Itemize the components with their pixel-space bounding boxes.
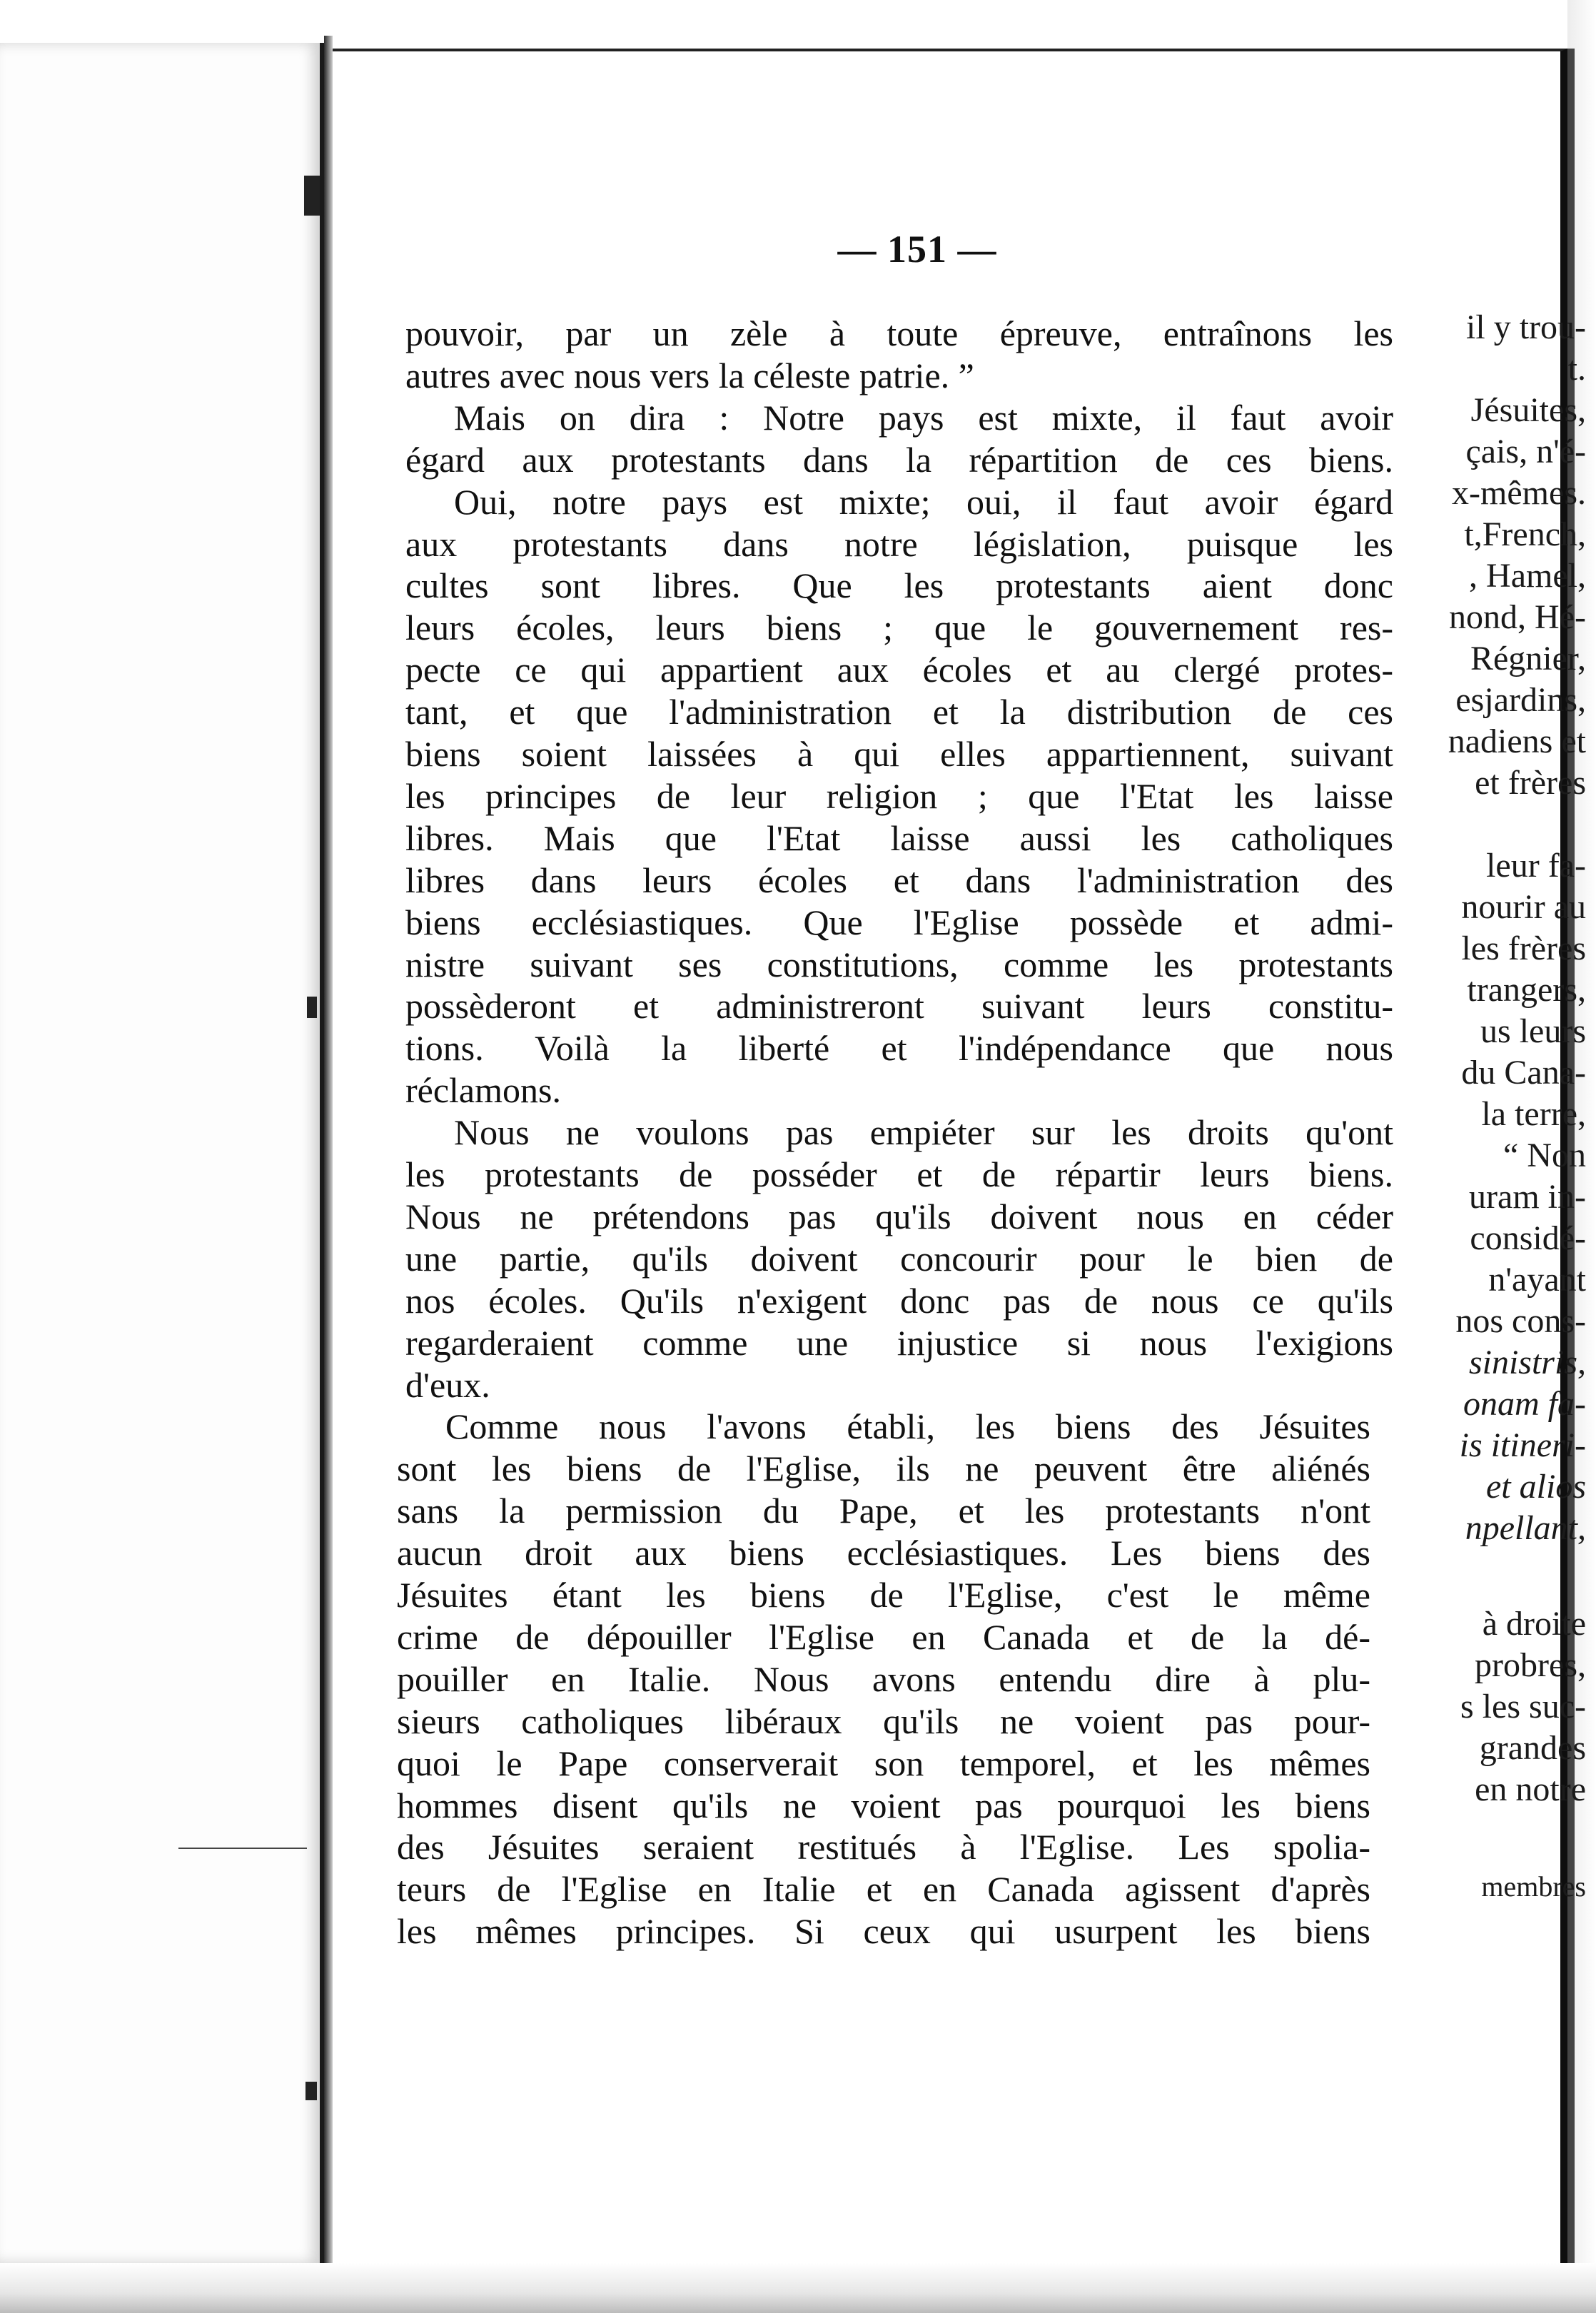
left-fragment-line: il y trou- — [1466, 308, 1586, 346]
body-text-line: Comme nous l'avons établi, les biens des Jésuites — [445, 1406, 1370, 1446]
left-fragment-line: nourir au — [1461, 888, 1586, 926]
body-text-line: crime de dépouiller l'Eglise en Canada et de la dé- — [397, 1617, 1370, 1657]
left-fragment-line: s les suc- — [1460, 1688, 1586, 1725]
body-text-line: Nous ne voulons pas empiéter sur les droits qu'ont — [454, 1112, 1393, 1152]
body-text-line: sans la permission du Pape, et les protestants n'ont — [397, 1491, 1370, 1531]
left-fragment-line: considé- — [1470, 1219, 1586, 1257]
body-text-line: d'eux. — [405, 1365, 490, 1405]
body-text-line: les protestants de posséder et de répartir leurs biens. — [405, 1154, 1393, 1194]
book-gutter — [324, 36, 333, 2270]
left-page — [0, 43, 324, 2263]
left-fragment-line: et frères — [1475, 764, 1586, 802]
left-fragment-line: du Cana- — [1461, 1054, 1586, 1092]
left-fragment-line: probres, — [1475, 1646, 1586, 1684]
body-text-line: aucun droit aux biens ecclésiastiques. Les biens des — [397, 1533, 1370, 1573]
left-fragment-line: et alios — [1486, 1468, 1586, 1506]
left-fragment-line: x-mêmes. — [1452, 474, 1586, 512]
body-text-line: les mêmes principes. Si ceux qui usurpent les biens — [397, 1911, 1370, 1951]
body-text-line: Jésuites étant les biens de l'Eglise, c'est le même — [397, 1575, 1370, 1615]
body-text-line: cultes sont libres. Que les protestants aient donc — [405, 565, 1393, 605]
body-text-line: Mais on dira : Notre pays est mixte, il faut avoir — [454, 398, 1393, 438]
body-text-line: nistre suivant ses constitutions, comme les protestants — [405, 944, 1393, 984]
body-text-line: biens soient laissées à qui elles appartiennent, suivant — [405, 734, 1393, 774]
left-fragment-line: , Hamel, — [1469, 557, 1586, 595]
gutter-mark — [307, 997, 317, 1018]
left-fragment-line: çais, n'é- — [1465, 433, 1586, 470]
body-text-line: une partie, qu'ils doivent concourir pour le bien de — [405, 1239, 1393, 1279]
left-fragment-line: n'ayant — [1488, 1261, 1586, 1299]
body-text-line: pouvoir, par un zèle à toute épreuve, entraînons les — [405, 313, 1393, 353]
body-text-line: pouiller en Italie. Nous avons entendu dire à plu- — [397, 1659, 1370, 1699]
body-text-line: réclamons. — [405, 1070, 561, 1110]
page-number: — 151 — — [837, 228, 997, 271]
body-text-line: sont les biens de l'Eglise, ils ne peuvent être aliénés — [397, 1448, 1370, 1488]
gutter-mark — [305, 2082, 317, 2100]
left-page-footnote: membres — [1481, 1870, 1586, 1903]
body-text-line: sieurs catholiques libéraux qu'ils ne voient pas pour- — [397, 1701, 1370, 1741]
left-fragment-line: nond, Hé- — [1449, 598, 1586, 636]
left-fragment-line: us leurs — [1480, 1012, 1586, 1050]
left-fragment-line: uram in- — [1469, 1178, 1586, 1216]
body-text-line: regarderaient comme une injustice si nous l'exigions — [405, 1323, 1393, 1363]
left-fragment-line: Régnier, — [1470, 640, 1586, 677]
body-text-line: libres dans leurs écoles et dans l'administration des — [405, 860, 1393, 900]
scan-bottom-edge — [0, 2263, 1596, 2313]
body-text-line: nos écoles. Qu'ils n'exigent donc pas de nous ce qu'ils — [405, 1281, 1393, 1321]
body-text-line: des Jésuites seraient restitués à l'Eglise. Les spolia- — [397, 1827, 1370, 1867]
body-text-line: pecte ce qui appartient aux écoles et au clergé protes- — [405, 650, 1393, 690]
gutter-mark — [304, 176, 320, 216]
left-fragment-line: Jésuites, — [1470, 391, 1586, 429]
left-fragment-line: npellant, — [1465, 1509, 1586, 1547]
body-text-line: tant, et que l'administration et la distribution de ces — [405, 692, 1393, 732]
left-fragment-line: leur fa- — [1486, 847, 1586, 885]
footnote-rule — [178, 1848, 307, 1849]
body-text-line: Nous ne prétendons pas qu'ils doivent nous en céder — [405, 1196, 1393, 1236]
body-text-line: libres. Mais que l'Etat laisse aussi les catholiques — [405, 818, 1393, 858]
body-text-line: égard aux protestants dans la répartition de ces biens. — [405, 440, 1393, 480]
body-text-line: hommes disent qu'ils ne voient pas pourquoi les biens — [397, 1785, 1370, 1825]
left-fragment-line: grandes — [1479, 1729, 1586, 1767]
left-fragment-line: “ Non — [1503, 1137, 1586, 1174]
left-fragment-line: trangers, — [1467, 971, 1586, 1009]
left-fragment-line: sinistris, — [1468, 1344, 1586, 1381]
left-fragment-line: is itineri- — [1459, 1426, 1586, 1464]
left-fragment-line: t,French, — [1464, 515, 1586, 553]
body-text-line: quoi le Pape conserverait son temporel, et les mêmes — [397, 1743, 1370, 1783]
body-text-line: leurs écoles, leurs biens ; que le gouvernement res- — [405, 608, 1393, 647]
left-fragment-line: en notre — [1475, 1770, 1586, 1808]
body-text-line: les principes de leur religion ; que l'Etat les laisse — [405, 776, 1393, 816]
body-text-line: teurs de l'Eglise en Italie et en Canada agissent d'après — [397, 1869, 1370, 1909]
left-fragment-line: à droite — [1482, 1605, 1586, 1643]
body-text-line: Oui, notre pays est mixte; oui, il faut avoir égard — [454, 482, 1393, 522]
body-text-line: possèderont et administreront suivant leurs constitu- — [405, 986, 1393, 1026]
body-text-line: biens ecclésiastiques. Que l'Eglise possède et admi- — [405, 902, 1393, 942]
left-fragment-line: esjardins, — [1455, 681, 1586, 719]
left-fragment-line: t. — [1567, 350, 1586, 388]
left-fragment-line: la terre, — [1481, 1095, 1586, 1133]
left-fragment-line: nos cons- — [1455, 1302, 1586, 1340]
left-fragment-line: onam fa- — [1463, 1385, 1586, 1423]
left-fragment-line: nadiens et — [1448, 722, 1586, 760]
body-text-line: autres avec nous vers la céleste patrie. ” — [405, 356, 974, 395]
body-text-line: aux protestants dans notre législation, puisque les — [405, 524, 1393, 564]
body-text-line: tions. Voilà la liberté et l'indépendance que nous — [405, 1028, 1393, 1068]
left-fragment-line: les frères — [1461, 929, 1586, 967]
